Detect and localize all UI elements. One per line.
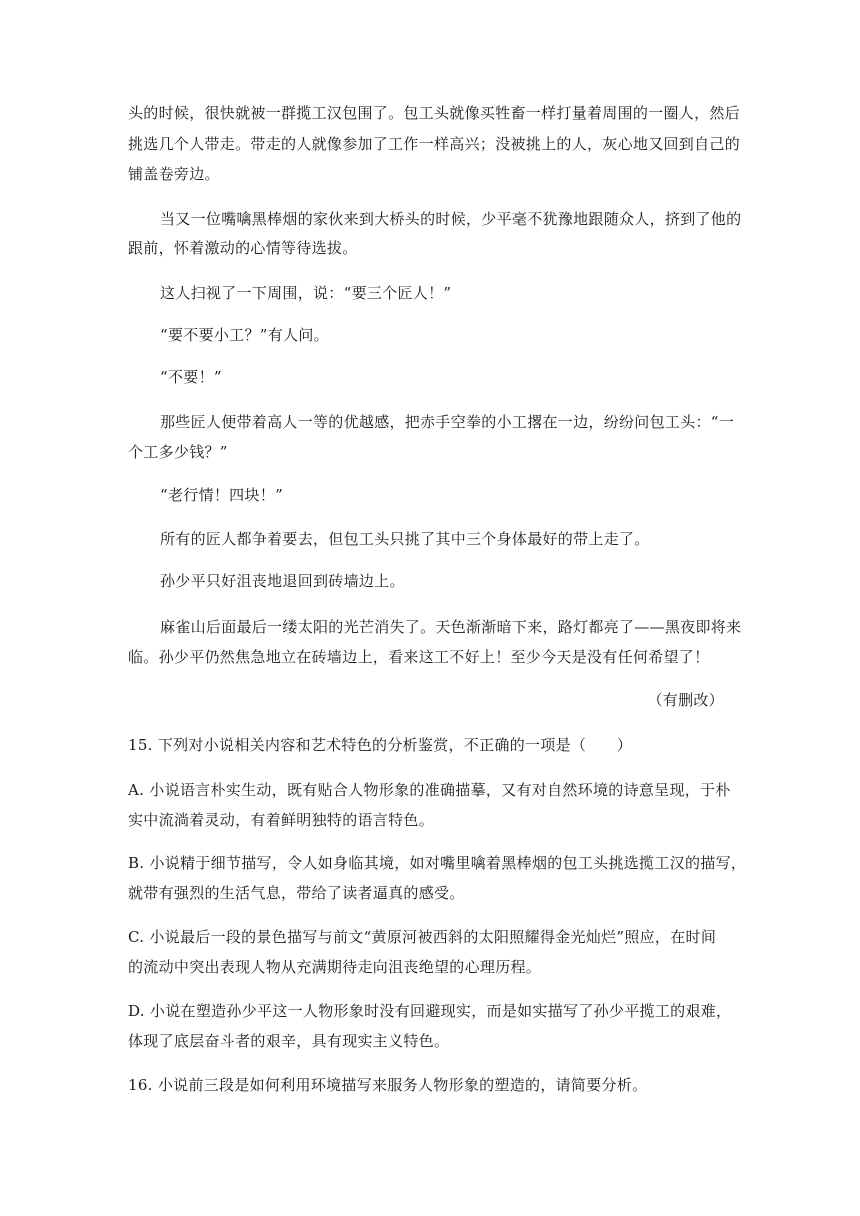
option-c-cont: 的流动中突出表现人物从充满期待走向沮丧绝望的心理历程。 <box>128 958 542 976</box>
paragraph-line: 铺盖卷旁边。 <box>128 165 220 183</box>
option-c: C. 小说最后一段的景色描写与前文“黄原河被西斜的太阳照耀得金光灿烂”照应，在时间 <box>128 928 717 946</box>
option-d: D. 小说在塑造孙少平这一人物形象时没有回避现实，而是如实描写了孙少平揽工的艰难， <box>128 1002 732 1020</box>
paragraph-line: 孙少平只好沮丧地退回到砖墙边上。 <box>160 572 405 590</box>
option-b: B. 小说精于细节描写，令人如身临其境，如对嘴里噙着黑棒烟的包工头挑选揽工汉的描写， <box>128 854 747 872</box>
option-a: A. 小说语言朴实生动，既有贴合人物形象的准确描摹，又有对自然环境的诗意呈现，于朴 <box>128 781 731 799</box>
paragraph-line: 头的时候，很快就被一群揽工汉包围了。包工头就像买牲畜一样打量着周围的一圈人，然后 <box>128 104 741 122</box>
paragraph-line: 挑选几个人带走。带走的人就像参加了工作一样高兴；没被挑上的人，灰心地又回到自己的 <box>128 135 741 153</box>
paragraph-line: “不要！” <box>160 368 222 386</box>
option-a-cont: 实中流淌着灵动，有着鲜明独特的语言特色。 <box>128 811 435 829</box>
question-16-stem: 16. 小说前三段是如何利用环境描写来服务人物形象的塑造的，请简要分析。 <box>128 1076 648 1094</box>
option-d-cont: 体现了底层奋斗者的艰辛，具有现实主义特色。 <box>128 1032 450 1050</box>
paragraph-line: 麻雀山后面最后一缕太阳的光芒消失了。天色渐渐暗下来，路灯都亮了——黑夜即将来 <box>160 618 742 636</box>
source-note: （有删改） <box>647 691 724 709</box>
paragraph-line: “老行情！四块！” <box>160 486 284 504</box>
paragraph-line: 当又一位嘴噙黑棒烟的家伙来到大桥头的时候，少平毫不犹豫地跟随众人，挤到了他的 <box>160 210 742 228</box>
question-15-stem: 15. 下列对小说相关内容和艺术特色的分析鉴赏，不正确的一项是（ ） <box>128 736 633 754</box>
paragraph-line: 临。孙少平仍然焦急地立在砖墙边上，看来这工不好上！至少今天是没有任何希望了！ <box>128 648 710 666</box>
paragraph-line: 所有的匠人都争着要去，但包工头只挑了其中三个身体最好的带上走了。 <box>160 530 650 548</box>
paragraph-line: “要不要小工？”有人问。 <box>160 326 329 344</box>
paragraph-line: 这人扫视了一下周围，说：“要三个匠人！” <box>160 284 452 302</box>
paragraph-line: 个工多少钱？” <box>128 443 228 461</box>
paragraph-line: 那些匠人便带着高人一等的优越感，把赤手空拳的小工撂在一边，纷纷问包工头：“一 <box>160 413 735 431</box>
option-b-cont: 就带有强烈的生活气息，带给了读者逼真的感受。 <box>128 884 465 902</box>
paragraph-line: 跟前，怀着激动的心情等待选拔。 <box>128 239 358 257</box>
